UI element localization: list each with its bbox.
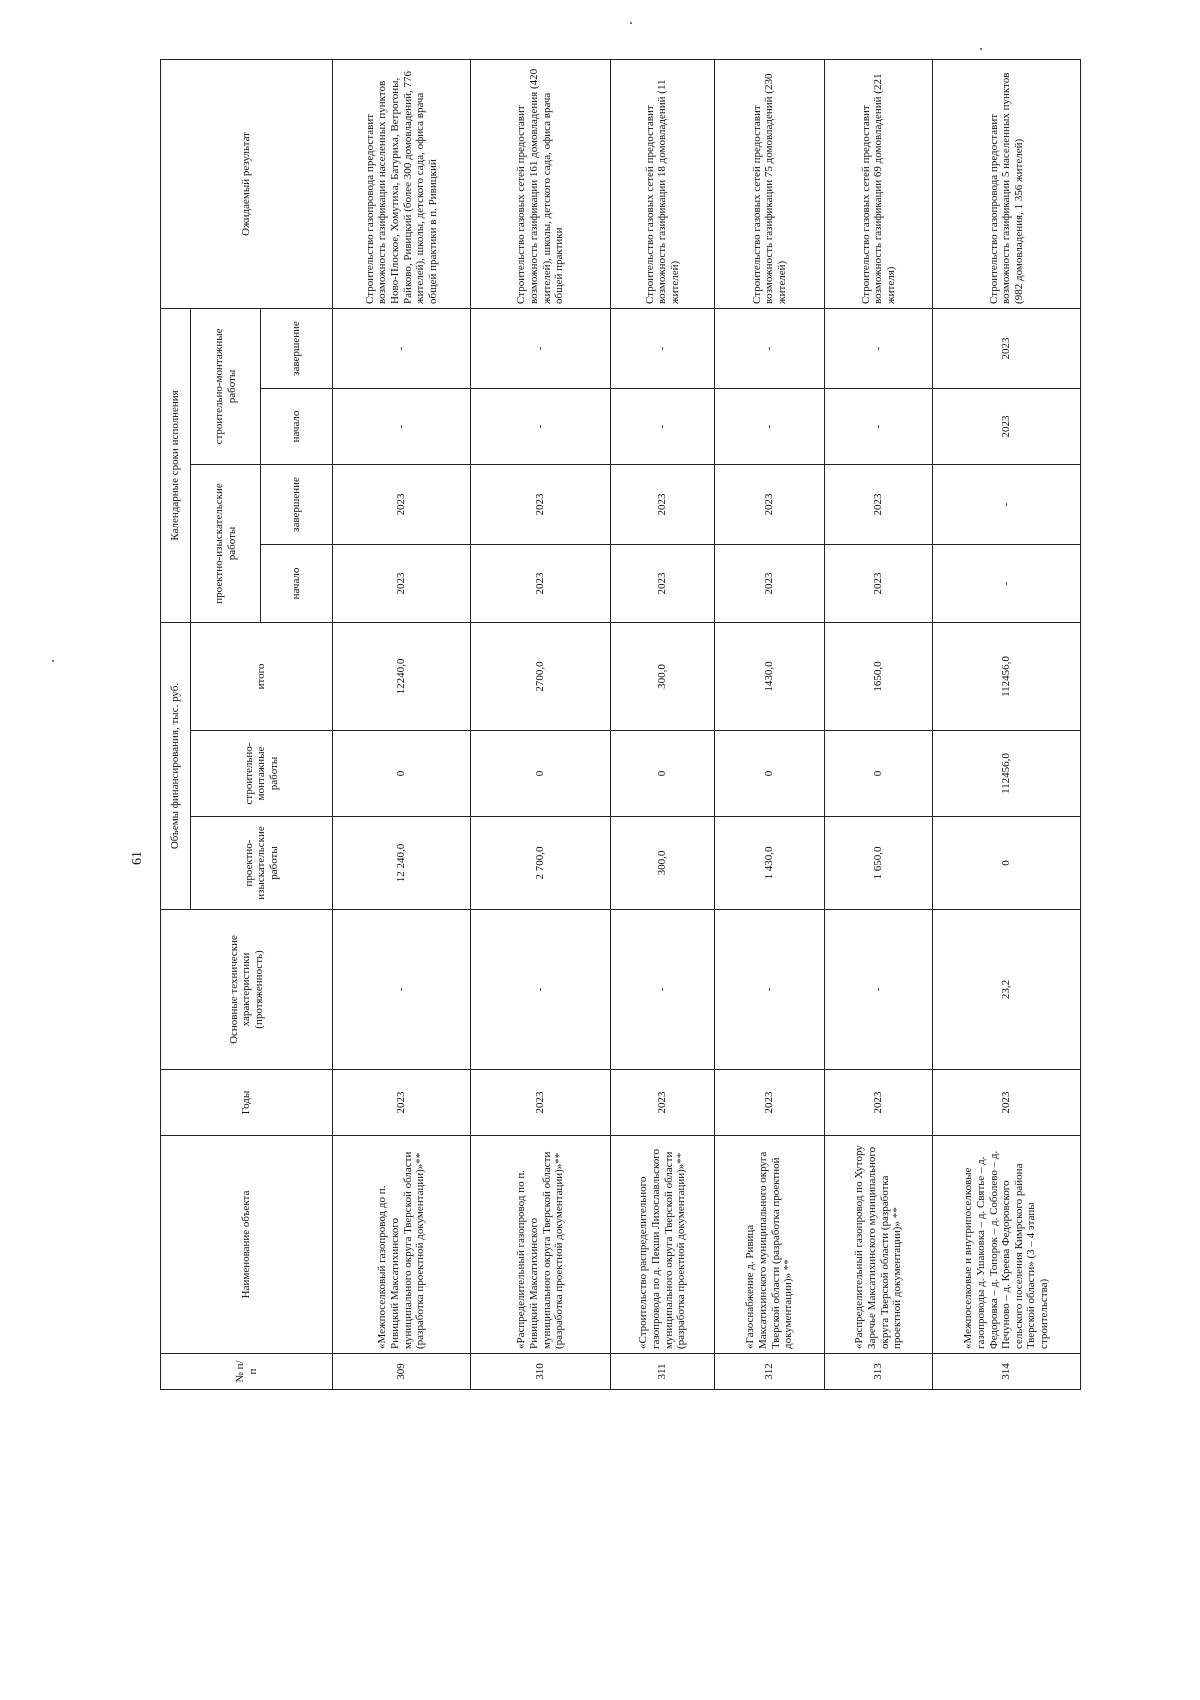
scan-speck bbox=[630, 22, 632, 24]
row-design-cost: 300,0 bbox=[611, 817, 715, 910]
row-total-cost: 112456,0 bbox=[933, 622, 1081, 730]
row-result: Строительство газовых сетей предоставит возможность газификации 69 домовладений (221 жителя) bbox=[825, 59, 933, 308]
row-constr-end: - bbox=[333, 308, 471, 388]
row-total-cost: 1650,0 bbox=[825, 622, 933, 730]
header-result: Ожидаемый результат bbox=[161, 59, 333, 308]
header-calendar: Календарные сроки исполнения bbox=[161, 308, 191, 622]
row-total-cost: 1430,0 bbox=[715, 622, 825, 730]
table-row bbox=[825, 59, 933, 1389]
row-constr-end: 2023 bbox=[933, 308, 1081, 388]
row-design-start: 2023 bbox=[715, 544, 825, 622]
row-constr-end: - bbox=[471, 308, 611, 388]
table-row bbox=[933, 59, 1081, 1389]
row-result: Строительство газопровода предоставит возможность газификации 5 населенных пунктов (982 домовладения, 1 356 жителей) bbox=[933, 59, 1081, 308]
header-num: № п/п bbox=[161, 1354, 333, 1390]
header-cal-construction: строительно-монтажные работы bbox=[191, 308, 261, 464]
header-row-1 bbox=[161, 59, 191, 1389]
header-funding-design: проектно-изыскательские работы bbox=[191, 817, 333, 910]
row-construction-cost: 0 bbox=[471, 731, 611, 817]
header-cal-design: проектно-изыскательские работы bbox=[191, 464, 261, 622]
row-num: 310 bbox=[471, 1354, 611, 1390]
row-years: 2023 bbox=[933, 1070, 1081, 1136]
page-number: 61 bbox=[130, 851, 145, 865]
row-name: «Межпоселковый газопровод до п. Ривицкий Максатихинского муниципального округа Тверской области (разработка проектной документации)»** bbox=[333, 1136, 471, 1354]
row-years: 2023 bbox=[471, 1070, 611, 1136]
table-row bbox=[333, 59, 471, 1389]
row-num: 309 bbox=[333, 1354, 471, 1390]
row-name: «Распределительный газопровод по п. Ривицкий Максатихинского муниципального округа Тверской области (разработка проектной документации)»** bbox=[471, 1136, 611, 1354]
row-years: 2023 bbox=[333, 1070, 471, 1136]
scan-speck bbox=[980, 48, 982, 50]
row-constr-end: - bbox=[825, 308, 933, 388]
row-constr-start: - bbox=[825, 388, 933, 464]
row-constr-start: - bbox=[333, 388, 471, 464]
row-result: Строительство газопровода предоставит возможность газификации населенных пунктов Ново-Плоское, Хомутиха, Батуриха, Ветрогоны, Райково, Ривицкий (более 300 домовладений, 776 жителей), школы, детского сада, офиса врача общей практики в п. Ривицкий bbox=[333, 59, 471, 308]
header-constr-start: начало bbox=[261, 388, 333, 464]
row-tech: 23,2 bbox=[933, 910, 1081, 1070]
row-name: «Распределительный газопровод по Хутору Заречье Максатихинского муниципального округа Тверской области (разработка проектной документации)» ** bbox=[825, 1136, 933, 1354]
header-design-end: завершение bbox=[261, 464, 333, 544]
row-construction-cost: 0 bbox=[825, 731, 933, 817]
row-construction-cost: 112456,0 bbox=[933, 731, 1081, 817]
header-funding-construction: строительно-монтажные работы bbox=[191, 731, 333, 817]
row-name: «Газоснабжение д. Ривица Максатихинского муниципального округа Тверской области (разработка проектной документации)» ** bbox=[715, 1136, 825, 1354]
row-design-cost: 12 240,0 bbox=[333, 817, 471, 910]
row-years: 2023 bbox=[611, 1070, 715, 1136]
gasification-objects-table bbox=[160, 59, 1081, 1390]
row-name: «Межпоселковые и внутрипоселковые газопроводы д. Ушаковка – д. Святье – д. Федоровка – д. Топорок – д. Соболево – д. Печуново – д. Креева Федоровского сельского поселения Кимрского района Тверской области» (3 – 4 этапы строительства) bbox=[933, 1136, 1081, 1354]
row-design-end: 2023 bbox=[825, 464, 933, 544]
table-row bbox=[715, 59, 825, 1389]
row-constr-start: 2023 bbox=[933, 388, 1081, 464]
header-funding-total: итого bbox=[191, 622, 333, 730]
row-tech: - bbox=[471, 910, 611, 1070]
row-result: Строительство газовых сетей предоставит возможность газификации 75 домовладений (230 жителей) bbox=[715, 59, 825, 308]
table-row bbox=[471, 59, 611, 1389]
row-num: 311 bbox=[611, 1354, 715, 1390]
row-total-cost: 12240,0 bbox=[333, 622, 471, 730]
row-constr-start: - bbox=[715, 388, 825, 464]
row-design-end: 2023 bbox=[715, 464, 825, 544]
row-tech: - bbox=[611, 910, 715, 1070]
row-tech: - bbox=[825, 910, 933, 1070]
row-design-cost: 1 430,0 bbox=[715, 817, 825, 910]
row-design-start: 2023 bbox=[825, 544, 933, 622]
row-construction-cost: 0 bbox=[333, 731, 471, 817]
row-total-cost: 300,0 bbox=[611, 622, 715, 730]
table-row bbox=[611, 59, 715, 1389]
row-design-end: 2023 bbox=[471, 464, 611, 544]
header-design-start: начало bbox=[261, 544, 333, 622]
row-design-end: 2023 bbox=[333, 464, 471, 544]
row-result: Строительство газовых сетей предоставит возможность газификации 161 домовладения (420 жителей), школы, детского сада, офиса врача общей практики bbox=[471, 59, 611, 308]
row-tech: - bbox=[715, 910, 825, 1070]
scan-speck bbox=[52, 660, 54, 662]
row-design-start: - bbox=[933, 544, 1081, 622]
row-construction-cost: 0 bbox=[611, 731, 715, 817]
row-design-cost: 2 700,0 bbox=[471, 817, 611, 910]
rotated-table-container bbox=[160, 60, 1080, 1390]
row-years: 2023 bbox=[715, 1070, 825, 1136]
row-design-cost: 1 650,0 bbox=[825, 817, 933, 910]
row-num: 312 bbox=[715, 1354, 825, 1390]
row-design-end: - bbox=[933, 464, 1081, 544]
row-num: 313 bbox=[825, 1354, 933, 1390]
row-design-end: 2023 bbox=[611, 464, 715, 544]
row-years: 2023 bbox=[825, 1070, 933, 1136]
row-tech: - bbox=[333, 910, 471, 1070]
row-design-start: 2023 bbox=[471, 544, 611, 622]
row-constr-start: - bbox=[611, 388, 715, 464]
header-years: Годы bbox=[161, 1070, 333, 1136]
header-constr-end: завершение bbox=[261, 308, 333, 388]
row-num: 314 bbox=[933, 1354, 1081, 1390]
row-design-cost: 0 bbox=[933, 817, 1081, 910]
row-construction-cost: 0 bbox=[715, 731, 825, 817]
row-design-start: 2023 bbox=[611, 544, 715, 622]
row-constr-start: - bbox=[471, 388, 611, 464]
row-design-start: 2023 bbox=[333, 544, 471, 622]
row-result: Строительство газовых сетей предоставит возможность газификации 18 домовладений (11 жителей) bbox=[611, 59, 715, 308]
row-constr-end: - bbox=[715, 308, 825, 388]
header-name: Наименование объекта bbox=[161, 1136, 333, 1354]
row-name: «Строительство распределительного газопровода по д. Пекши Лихославльского муниципального округа Тверской области (разработка проектной документации)»** bbox=[611, 1136, 715, 1354]
header-funding: Объемы финансирования, тыс. руб. bbox=[161, 622, 191, 909]
header-tech: Основные технические характеристики (протяженность) bbox=[161, 910, 333, 1070]
row-constr-end: - bbox=[611, 308, 715, 388]
row-total-cost: 2700,0 bbox=[471, 622, 611, 730]
